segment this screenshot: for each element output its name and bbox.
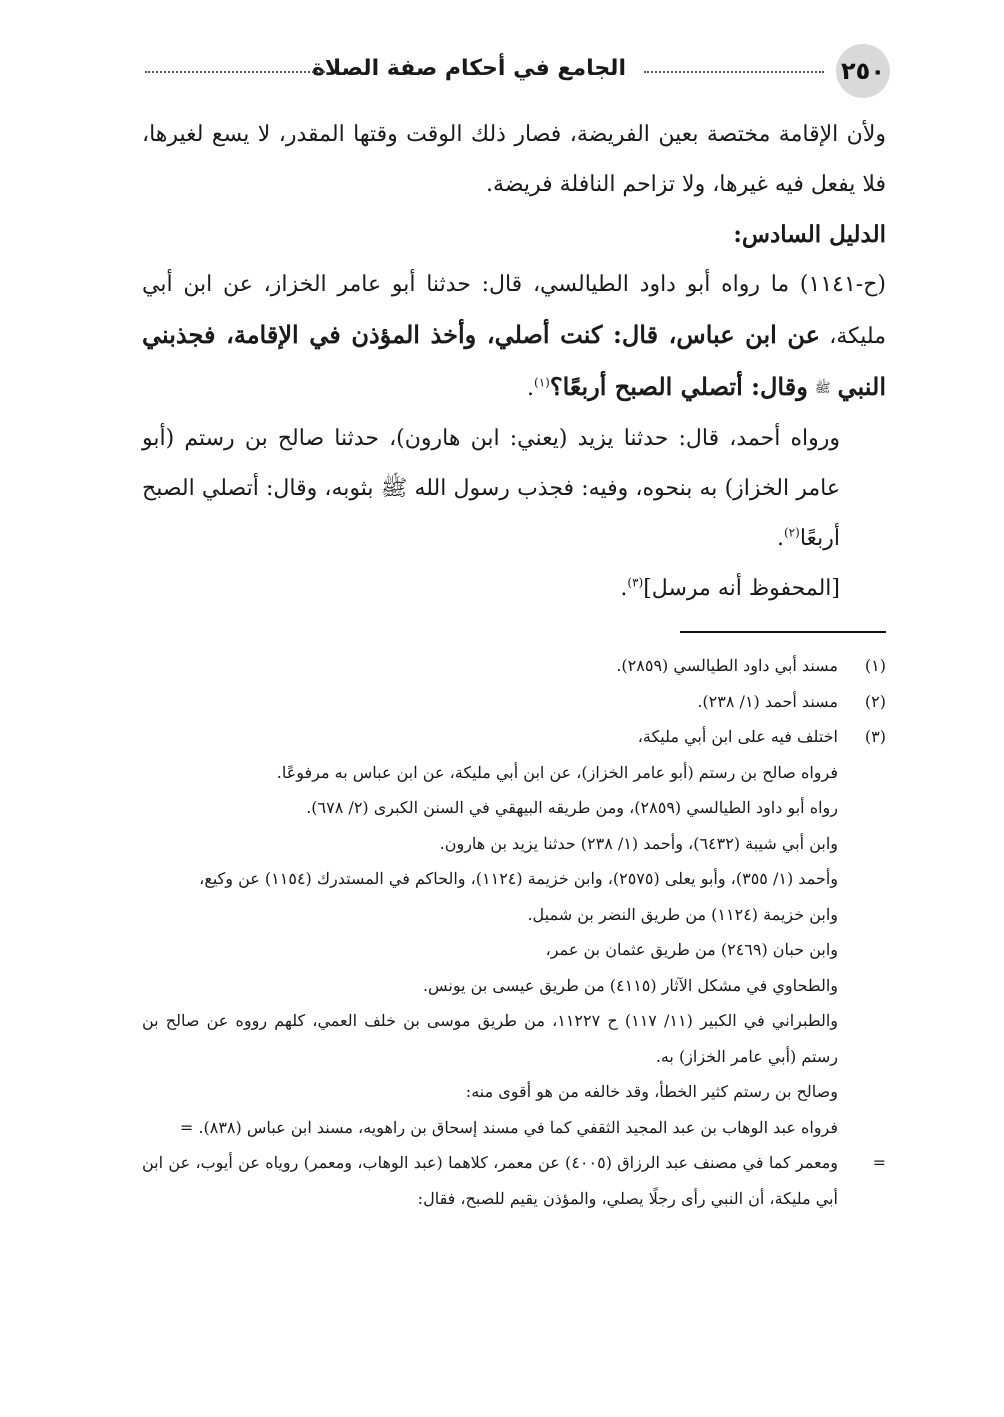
conclusion [142, 564, 886, 614]
footnote-line: والطحاوي في مشكل الآثار (٤١١٥) من طريق عيسى بن يونس. [422, 975, 838, 995]
continuation-marker: = [872, 1153, 886, 1172]
footnote-text: اختلف فيه على ابن أبي مليكة، [637, 727, 838, 746]
main-text [142, 110, 886, 614]
hadith-text-part2: وقال: أتصلي الصبح أربعًا؟ [549, 372, 808, 401]
ahmad-narration-text: ورواه أحمد، قال: حدثنا يزيد (يعني: ابن هارون)، حدثنا صالح بن رستم (أبو عامر الخزاز) به بنحوه، وفيه: فجذب رسول الله ﷺ بثوبه، وقال: أتصلي الصبح أربعًا [142, 426, 840, 551]
book-title: الجامع في أحكام صفة الصلاة [311, 56, 626, 81]
footnote-ref-1[interactable]: (١) [534, 375, 550, 390]
footnote-ref-3[interactable]: (٣) [627, 575, 644, 590]
period-1: . [527, 376, 535, 401]
footnote-line: وصالح بن رستم كثير الخطأ، وقد خالفه من هو أقوى منه: [465, 1082, 838, 1101]
footnote-line: وابن خزيمة (١١٢٤) من طريق النضر بن شميل. [527, 904, 838, 924]
footnote-3 [142, 719, 886, 755]
footnote-continuation [142, 1145, 886, 1216]
footnote-line: والطبراني في الكبير (١١/ ١١٧) ح ١١٢٢٧، من طريق موسى بن خلف العمي، كلهم رووه عن صالح بن رستم (أبي عامر الخزاز) به. [142, 1011, 838, 1066]
period-2: . [776, 526, 784, 551]
footnote-line: فرواه عبد الوهاب بن عبد المجيد الثقفي كما في مسند إسحاق بن راهويه، مسند ابن عباس (٨٣٨). = [179, 1117, 838, 1137]
period-3: . [620, 576, 628, 601]
page-number-badge: ٢٥٠ [836, 44, 890, 98]
footnote-number: (٢) [864, 691, 886, 711]
footnote-text: مسند أبي داود الطيالسي (٢٨٥٩). [616, 656, 838, 675]
footnotes [142, 648, 886, 1216]
footnote-number: (٣) [864, 727, 886, 746]
hadith-chain: (ح-١١٤١) ما رواه أبو داود الطيالسي، قال: حدثنا أبو عامر الخزاز، عن ابن أبي مليكة، [142, 272, 887, 349]
paragraph-reasoning: ولأن الإقامة مختصة بعين الفريضة، فصار ذلك الوقت وقتها المقدر، لا يسع لغيرها، فلا يفعل فيه غيرها، ولا تزاحم النافلة فريضة. [142, 122, 886, 197]
section-heading: الدليل السادس: [733, 221, 886, 248]
footnote-line: رواه أبو داود الطيالسي (٢٨٥٩)، ومن طريقه البيهقي في السنن الكبرى (٢/ ٦٧٨). [306, 798, 838, 817]
footnote-line: وابن حبان (٢٤٦٩) من طريق عثمان بن عمر، [545, 940, 838, 959]
footnote-text: مسند أحمد (١/ ٢٣٨). [697, 691, 838, 711]
header-dots-right [644, 71, 824, 73]
hadith-paragraph [142, 260, 886, 414]
footnote-line: وأحمد (١/ ٣٥٥)، وأبو يعلى (٢٥٧٥)، وابن خزيمة (١١٢٤)، والحاكم في المستدرك (١١٥٤) عن وكيع، [199, 869, 838, 888]
ahmad-narration [142, 414, 886, 564]
footnote-number: (١) [864, 656, 886, 675]
hadith-text-part1: عن ابن عباس، قال: كنت أصلي، وأخذ المؤذن في الإقامة، فجذبني النبي [142, 320, 886, 401]
footnote-ref-2[interactable]: (٢) [783, 525, 800, 540]
continuation-text: ومعمر كما في مصنف عبد الرزاق (٤٠٠٥) عن معمر، كلاهما (عبد الوهاب، ومعمر) روياه عن أيوب، عن ابن أبي مليكة، أن النبي رأى رجلًا يصلي، والمؤذن يقيم للصبح، فقال: [142, 1153, 839, 1208]
header-dots-left [145, 71, 325, 73]
footnote-2 [142, 684, 886, 720]
footnote-1 [142, 648, 886, 684]
salla-glyph: ﷺ [814, 381, 831, 396]
conclusion-text: [المحفوظ أنه مرسل] [643, 576, 840, 601]
footnote-line: فرواه صالح بن رستم (أبو عامر الخزاز)، عن ابن أبي مليكة، عن ابن عباس به مرفوعًا. [276, 762, 838, 782]
footnote-divider [680, 631, 886, 633]
footnote-line: وابن أبي شيبة (٦٤٣٢)، وأحمد (١/ ٢٣٨) حدثنا يزيد بن هارون. [439, 833, 838, 853]
